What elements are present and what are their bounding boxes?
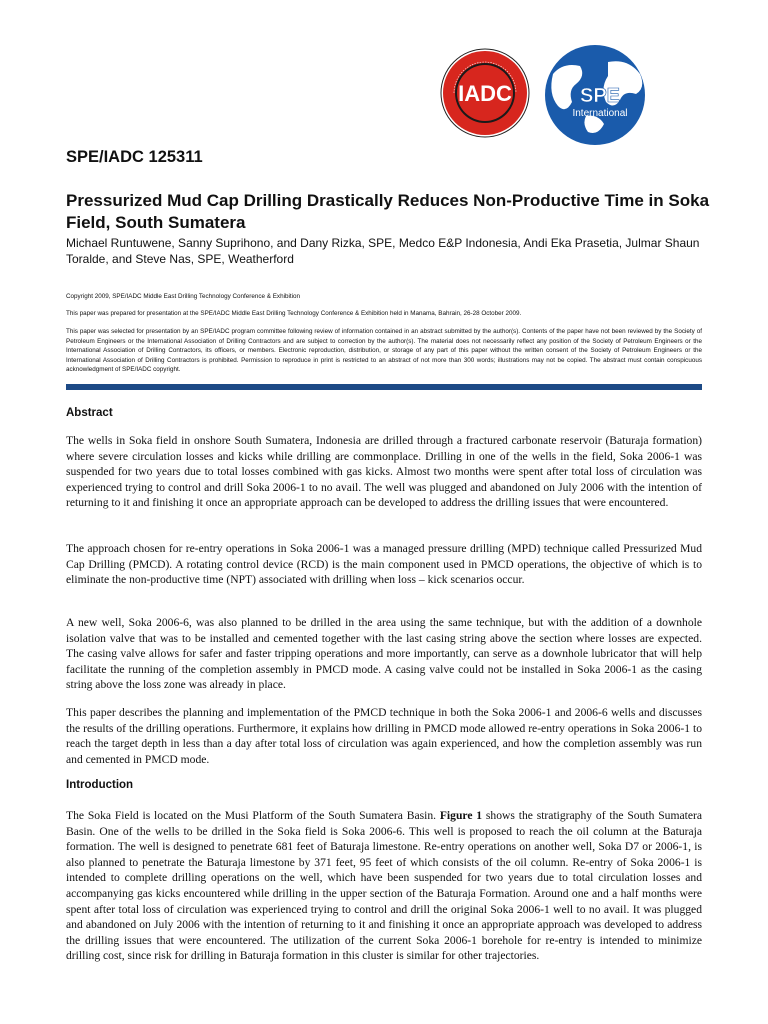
introduction-paragraph-1 — [66, 808, 702, 964]
intro-text-start: The Soka Field is located on the Musi Platform of the South Sumatera Basin. — [66, 809, 440, 822]
copyright-notice: Copyright 2009, SPE/IADC Middle East Drilling Technology Conference & Exhibition — [66, 293, 301, 300]
spe-logo-text: SPE — [579, 85, 621, 107]
spe-logo — [528, 44, 662, 146]
abstract-heading: Abstract — [66, 407, 113, 419]
iadc-logo-text: IADC — [458, 81, 512, 106]
paper-title: Pressurized Mud Cap Drilling Drastically Reduces Non-Productive Time in Soka Field, South Sumatera — [66, 191, 710, 232]
introduction-heading: Introduction — [66, 779, 134, 791]
figure-1-reference: Figure 1 — [439, 809, 483, 822]
paper-id: SPE/IADC 125311 — [66, 148, 203, 166]
spe-logo-subtext: International — [572, 108, 628, 119]
disclaimer-notice: This paper was selected for presentation by an SPE/IADC program committee following review of information contained in an abstract submitted by the author(s). Contents of the paper have not been reviewed by the Society of Petroleum Engineers or the International Association of Drilling Contractors and are subject to correction by the author(s). The material does not necessarily reflect any position of the Society of Petroleum Engineers or the International Association of Drilling Contractors, its officers, or members. Electronic reproduction, distribution, or storage of any part of this paper without the written consent of the Society of Petroleum Engineers or the International Association of Drilling Contractors is prohibited. Permission to reproduce in print is restricted to an abstract of not more than 300 words; illustrations may not be copied. The abstract must contain conspicuous acknowledgment of SPE/IADC copyright. — [66, 328, 702, 373]
authors: Michael Runtuwene, Sanny Suprihono, and Dany Rizka, SPE, Medco E&P Indonesia, Andi Eka Prasetia, Julmar Shaun Toralde, and Steve Nas, SPE, Weatherford — [66, 236, 700, 266]
iadc-logo — [440, 48, 530, 138]
intro-text-rest: shows the stratigraphy of the South Sumatera Basin. One of the wells to be drilled in the Soka field is Soka 2006-6. This well is proposed to reach the oil column at the Baturaja formation. The well is designed to penetrate 681 feet of Baturaja limestone. Re-entry operations on another well, Soka D7 or 2006-1, is also planned to penetrate the Baturaja limestone by 371 feet, 95 feet of which consists of the oil column. Re-entry of Soka 2006-1 is intended to complete drilling operations on the well, which have been suspended for two years due to total circulation losses and accompanying gas kicks encountered while drilling in the upper section of the Baturaja Formation. Around one and a half months were spent after total loss of circulation was experienced trying to control and drill the original Soka 2006-1 well to no avail. It was plugged and abandoned on July 2006 with the intention of returning to it and finishing it once an appropriate approach was developed to address the drilling issues that were encountered. The utilization of the current Soka 2006-1 borehole for re-entry is intended to minimize drilling cost, since risk for drilling in Baturaja formation in this cluster is similar for other trajectories. — [66, 809, 703, 963]
abstract-paragraph-1: The wells in Soka field in onshore South Sumatera, Indonesia are drilled through a fractured carbonate reservoir (Baturaja formation) where severe circulation losses and kicks while drilling are commonplace. Drilling in one of the wells in the field, Soka 2006-1 was suspended for two years due to total losses combined with gas kicks. Almost two months were spent after total loss of circulation was experienced trying to control and drill Soka 2006-1 to no avail. The well was plugged and abandoned on July 2006 with the intention of returning to it and finishing it once an appropriate approach can be developed to address the drilling issues that were encountered. — [66, 434, 702, 510]
prepared-notice: This paper was prepared for presentation at the SPE/IADC Middle East Drilling Technology Conference & Exhibition held in Manama, Bahrain, 26-28 October 2009. — [66, 310, 522, 317]
abstract-paragraph-3: A new well, Soka 2006-6, was also planned to be drilled in the area using the same technique, but with the addition of a downhole isolation valve that was to be installed and cemented together with the last casing string above the section where losses are expected. The casing valve allows for safer and faster tripping operations and more importantly, can serve as a downhole lubricator that will help facilitate the running of the completion assembly in PMCD mode. A casing valve could not be installed in Soka 2006-1 as the casing string above the loss zone was already in place. — [66, 616, 702, 692]
header-divider — [66, 384, 702, 390]
abstract-paragraph-2: The approach chosen for re-entry operations in Soka 2006-1 was a managed pressure drilling (MPD) technique called Pressurized Mud Cap Drilling (PMCD). A rotating control device (RCD) is the main component used in PMCD operations, the objective of which is to eliminate the non-productive time (NPT) associated with drilling when loss – kick scenarios occur. — [66, 542, 702, 587]
abstract-paragraph-4: This paper describes the planning and implementation of the PMCD technique in both the Soka 2006-1 and 2006-6 wells and discusses the results of the drilling operations. Furthermore, it explains how drilling in PMCD mode allowed re-entry operations in Soka 2006-1 to reach the target depth in less than a day after total loss of circulation was again experienced, and how the completion assembly was run and cemented in PMCD mode. — [66, 706, 702, 766]
